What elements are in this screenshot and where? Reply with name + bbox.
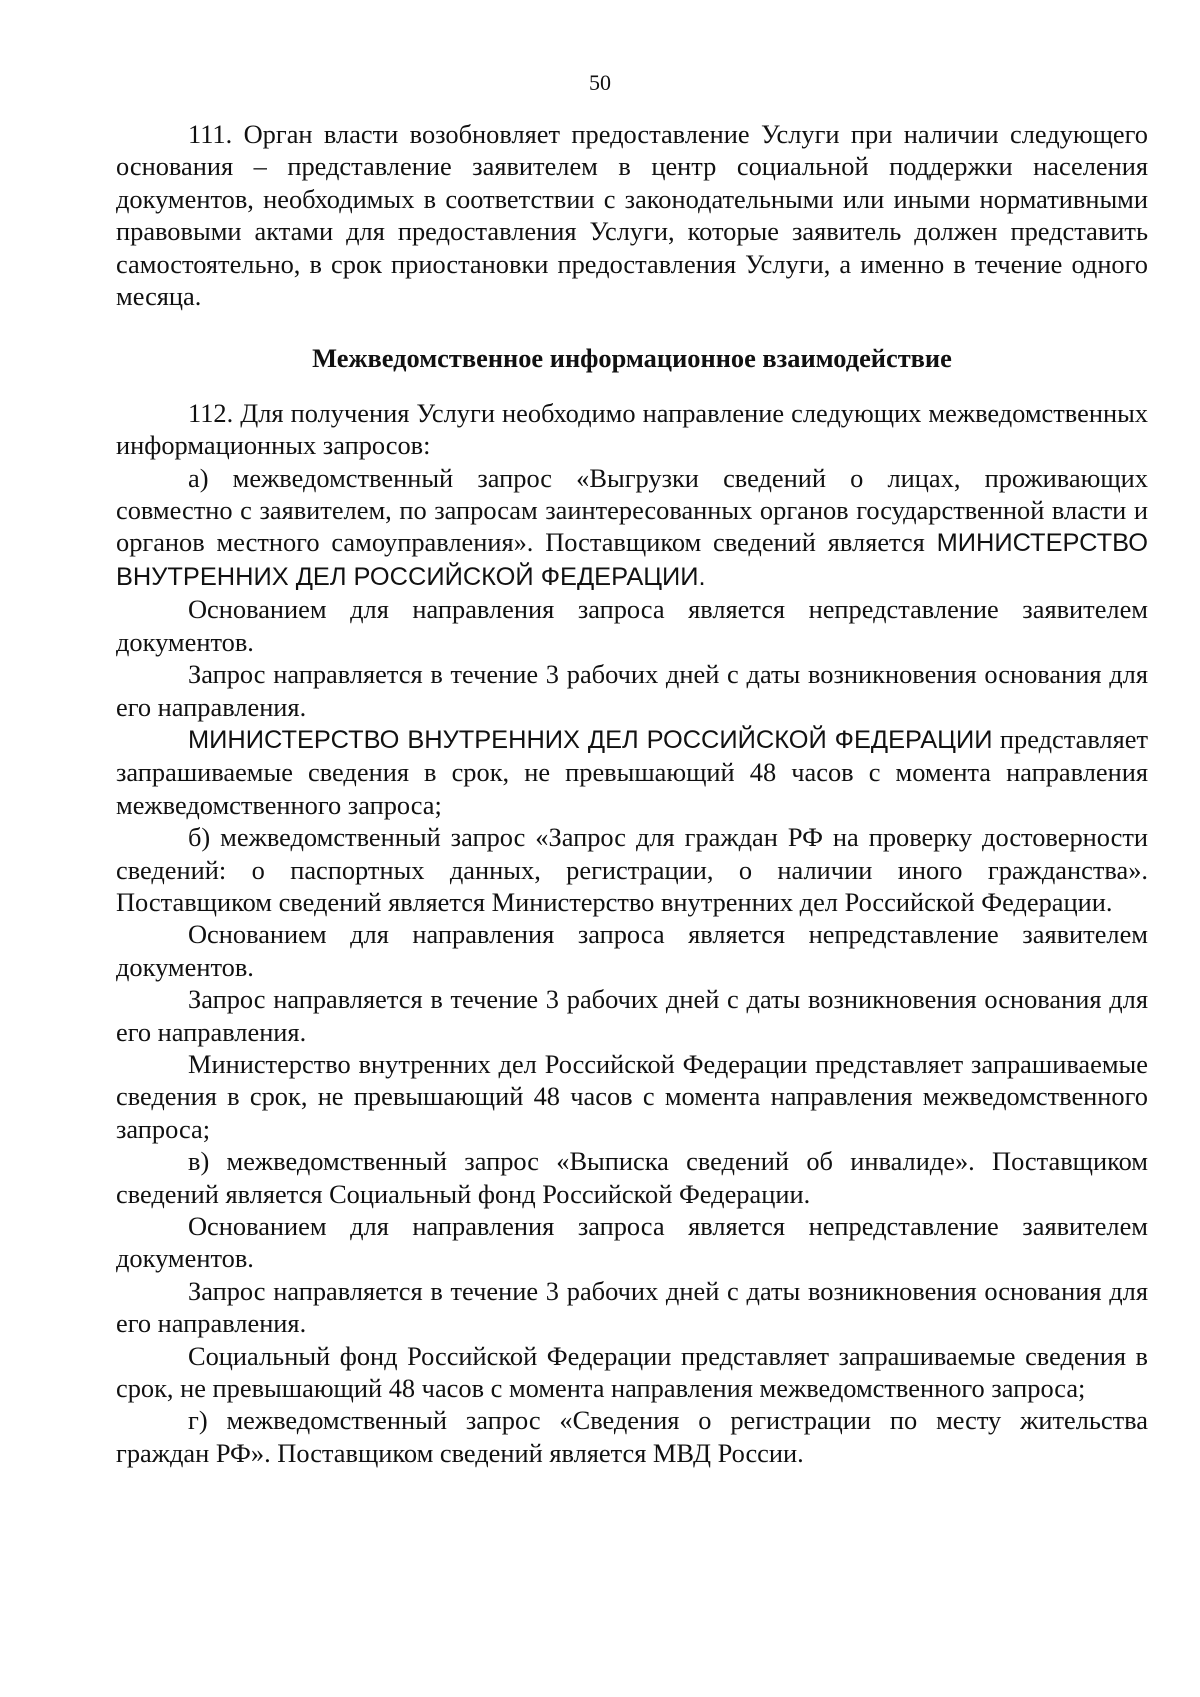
ministry-caps-text: МИНИСТЕРСТВО ВНУТРЕННИХ ДЕЛ РОССИЙСКОЙ ФЕДЕРАЦИИ.: [116, 529, 1148, 591]
paragraph-111: 111. Орган власти возобновляет предоставление Услуги при наличии следующего основания – представление заявителем в центр социальной поддержки населения документов, необходимых в соответствии с законодательными или иными нормативными правовыми актами для предоставления Услуги, которые заявитель должен представить самостоятельно, в срок приостановки предоставления Услуги, а именно в течение одного месяца.: [116, 119, 1148, 312]
paragraph-112: 112. Для получения Услуги необходимо направление следующих межведомственных информационных запросов:: [116, 397, 1148, 461]
paragraph-response-b: Министерство внутренних дел Российской Федерации представляет запрашиваемые сведения в срок, не превышающий 48 часов с момента направления межведомственного запроса;: [116, 1048, 1148, 1144]
paragraph-response-a: [116, 723, 1148, 821]
section-heading: Межведомственное информационное взаимодействие: [312, 343, 952, 374]
paragraph-response-v: Социальный фонд Российской Федерации представляет запрашиваемые сведения в срок, не превышающий 48 часов с момента направления межведомственного запроса;: [116, 1340, 1148, 1404]
paragraph-deadline-v: Запрос направляется в течение 3 рабочих дней с даты возникновения основания для его направления.: [116, 1275, 1148, 1339]
paragraph-item-b: б) межведомственный запрос «Запрос для граждан РФ на проверку достоверности сведений: о паспортных данных, регистрации, о наличии иного гражданства». Поставщиком сведений является Министерство внутренних дел Российской Федерации.: [116, 822, 1148, 917]
ministry-caps-text: МИНИСТЕРСТВО ВНУТРЕННИХ ДЕЛ РОССИЙСКОЙ ФЕДЕРАЦИИ: [188, 725, 993, 754]
paragraph-item-a: [116, 462, 1148, 594]
document-body: [116, 118, 1148, 1469]
paragraph-deadline-a: Запрос направляется в течение 3 рабочих дней с даты возникновения основания для его направления.: [116, 659, 1148, 722]
paragraph-basis-v: Основанием для направления запроса является непредставление заявителем документов.: [116, 1211, 1148, 1274]
paragraph-basis-b: Основанием для направления запроса является непредставление заявителем документов.: [116, 919, 1148, 982]
paragraph-text: представляет запрашиваемые сведения в срок, не превышающий 48 часов с момента направления межведомственного запроса;: [116, 723, 1148, 820]
paragraph-text: а) межведомственный запрос «Выгрузки сведений о лицах, проживающих совместно с заявителем, по запросам заинтересованных органов государственной власти и органов местного самоуправления». Поставщиком сведений является: [116, 462, 1148, 558]
paragraph-item-v: в) межведомственный запрос «Выписка сведений об инвалиде». Поставщиком сведений является Социальный фонд Российской Федерации.: [116, 1146, 1148, 1209]
paragraph-deadline-b: Запрос направляется в течение 3 рабочих дней с даты возникновения основания для его направления.: [116, 984, 1148, 1047]
paragraph-item-g: г) межведомственный запрос «Сведения о регистрации по месту жительства граждан РФ». Поставщиком сведений является МВД России.: [116, 1405, 1148, 1468]
page-number: 50: [589, 70, 611, 95]
paragraph-basis-a: Основанием для направления запроса является непредставление заявителем документов.: [116, 594, 1148, 657]
